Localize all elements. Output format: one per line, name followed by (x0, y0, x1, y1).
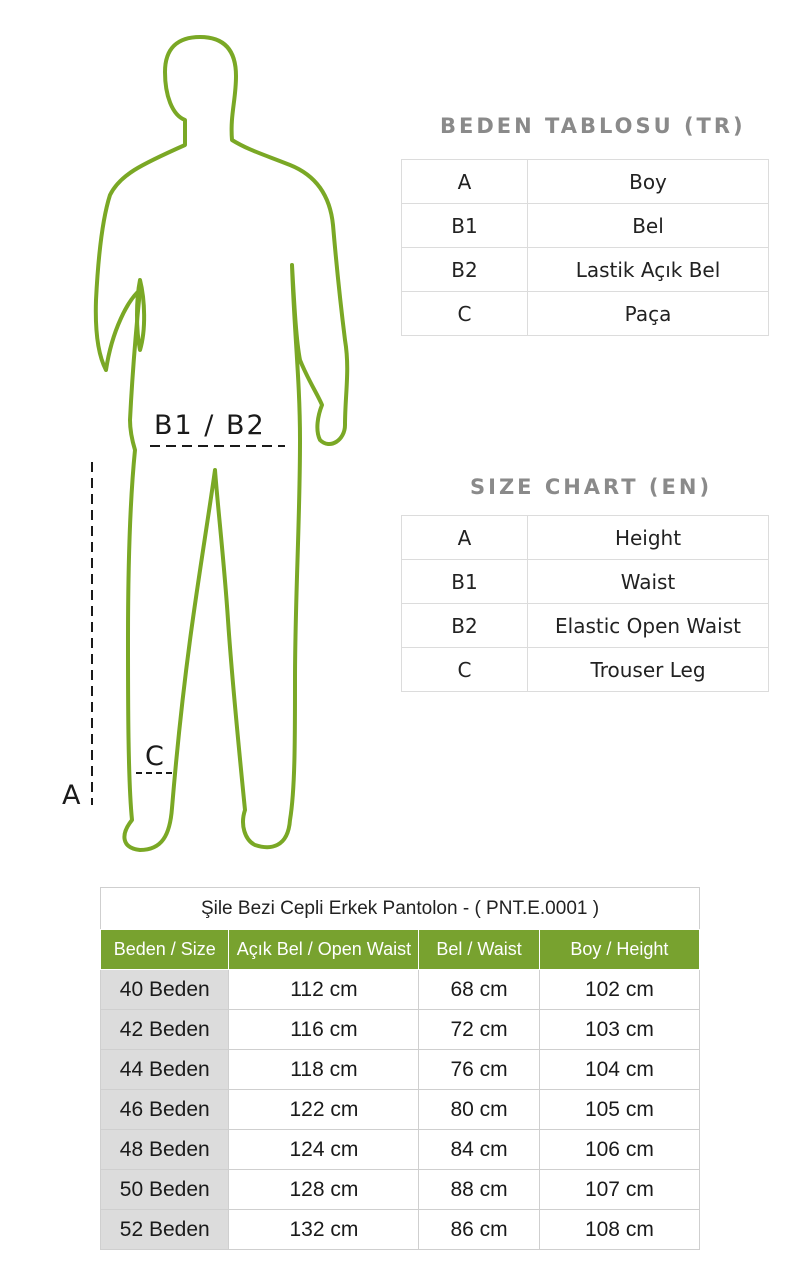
waist-label: B1 / B2 (154, 410, 266, 441)
legend-row (402, 516, 769, 560)
legend-en-title: SIZE CHART (EN) (470, 475, 713, 499)
cell-open-waist: 118 cm (229, 1050, 419, 1090)
legend-name: Boy (528, 160, 769, 204)
legend-name: Elastic Open Waist (528, 604, 769, 648)
legend-row (402, 560, 769, 604)
cell-height: 108 cm (539, 1210, 699, 1250)
cell-height: 102 cm (539, 970, 699, 1010)
legend-name: Bel (528, 204, 769, 248)
legend-code: B1 (402, 204, 528, 248)
size-table (100, 887, 700, 1250)
header-waist: Bel / Waist (419, 930, 539, 970)
legend-name: Lastik Açık Bel (528, 248, 769, 292)
table-row (101, 1130, 700, 1170)
row-size: 40 Beden (101, 970, 229, 1010)
cell-height: 103 cm (539, 1010, 699, 1050)
header-size: Beden / Size (101, 930, 229, 970)
legend-row (402, 648, 769, 692)
table-row (101, 1050, 700, 1090)
cell-open-waist: 128 cm (229, 1170, 419, 1210)
legend-code: B1 (402, 560, 528, 604)
cell-waist: 88 cm (419, 1170, 539, 1210)
legend-row (402, 604, 769, 648)
cell-height: 104 cm (539, 1050, 699, 1090)
row-size: 52 Beden (101, 1210, 229, 1250)
row-size: 50 Beden (101, 1170, 229, 1210)
cell-waist: 86 cm (419, 1210, 539, 1250)
legend-row (402, 292, 769, 336)
header-open-waist: Açık Bel / Open Waist (229, 930, 419, 970)
row-size: 44 Beden (101, 1050, 229, 1090)
size-table-header (101, 930, 700, 970)
legend-row (402, 160, 769, 204)
legend-code: C (402, 648, 528, 692)
cell-height: 106 cm (539, 1130, 699, 1170)
cell-waist: 68 cm (419, 970, 539, 1010)
cell-open-waist: 122 cm (229, 1090, 419, 1130)
legend-code: B2 (402, 248, 528, 292)
silhouette-outline (96, 37, 347, 850)
table-row (101, 1170, 700, 1210)
legend-row (402, 204, 769, 248)
cell-open-waist: 124 cm (229, 1130, 419, 1170)
legend-name: Height (528, 516, 769, 560)
cell-open-waist: 132 cm (229, 1210, 419, 1250)
row-size: 48 Beden (101, 1130, 229, 1170)
legend-name: Waist (528, 560, 769, 604)
size-table-caption: Şile Bezi Cepli Erkek Pantolon - ( PNT.E.0001 ) (100, 887, 700, 929)
header-height: Boy / Height (539, 930, 699, 970)
legend-code: B2 (402, 604, 528, 648)
row-size: 46 Beden (101, 1090, 229, 1130)
height-label: A (62, 780, 83, 811)
cell-waist: 76 cm (419, 1050, 539, 1090)
cell-height: 107 cm (539, 1170, 699, 1210)
legend-tr-title: BEDEN TABLOSU (TR) (440, 114, 746, 138)
legend-code: A (402, 160, 528, 204)
cell-open-waist: 116 cm (229, 1010, 419, 1050)
row-size: 42 Beden (101, 1010, 229, 1050)
cell-waist: 72 cm (419, 1010, 539, 1050)
table-row (101, 1010, 700, 1050)
table-row (101, 1090, 700, 1130)
legend-name: Trouser Leg (528, 648, 769, 692)
legend-code: A (402, 516, 528, 560)
legend-name: Paça (528, 292, 769, 336)
legend-en-table (401, 515, 769, 692)
cell-open-waist: 112 cm (229, 970, 419, 1010)
legend-tr-table (401, 159, 769, 336)
body-figure (0, 0, 400, 870)
leg-label: C (145, 741, 166, 772)
table-row (101, 970, 700, 1010)
table-row (101, 1210, 700, 1250)
cell-height: 105 cm (539, 1090, 699, 1130)
legend-row (402, 248, 769, 292)
legend-code: C (402, 292, 528, 336)
cell-waist: 80 cm (419, 1090, 539, 1130)
cell-waist: 84 cm (419, 1130, 539, 1170)
